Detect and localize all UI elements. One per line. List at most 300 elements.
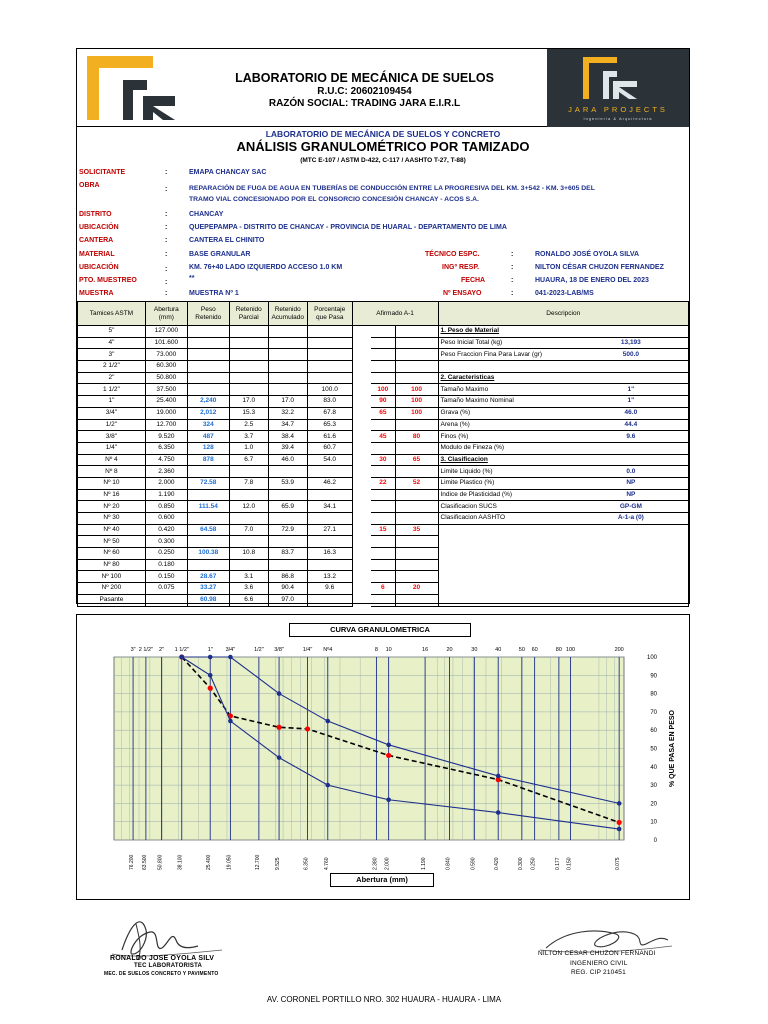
colon: : <box>165 290 168 297</box>
cell-sieve: 3/8" <box>78 431 146 443</box>
table-row <box>78 361 689 373</box>
cell-partial-retained: 12.0 <box>229 501 268 513</box>
table-row <box>78 489 689 501</box>
cell-cumulative-retained: 83.7 <box>268 548 307 560</box>
desc-value-empty <box>574 372 689 384</box>
series-point-limit <box>179 655 184 660</box>
cell-cumulative-retained: 17.0 <box>268 396 307 408</box>
cell-partial-retained <box>229 337 268 349</box>
top-tick-label: 100 <box>565 647 576 653</box>
cell-partial-retained <box>229 536 268 548</box>
cell-afirmado-min <box>371 559 395 571</box>
material-label: MATERIAL <box>79 251 115 258</box>
cell-percent-passing <box>307 594 352 606</box>
desc-tnom-label: Tamaño Maximo Nominal <box>438 396 574 408</box>
cell-afirmado-max: 100 <box>395 384 438 396</box>
cell-opening: 2.000 <box>145 477 187 489</box>
series-point-limit <box>496 774 501 779</box>
material-value: BASE GRANULAR <box>189 251 251 258</box>
chart-ylabel: % QUE PASA EN PESO <box>669 709 676 788</box>
cell-sieve: Nº 50 <box>78 536 146 548</box>
y-tick-label: 50 <box>650 746 657 753</box>
bottom-tick-label: 0.250 <box>530 857 537 870</box>
cell-percent-passing <box>307 559 352 571</box>
pto-muestreo-label: PTO. MUESTREO <box>79 277 137 284</box>
cell-afirmado-min <box>371 419 395 431</box>
desc-empty <box>438 524 689 536</box>
cell-afirmado-min <box>371 513 395 525</box>
cell-afirmado-min <box>371 501 395 513</box>
cell-sieve: 3/4" <box>78 407 146 419</box>
cell-weight-retained <box>187 326 229 338</box>
ing-resp-value: NILTON CÉSAR CHUZON FERNANDEZ <box>535 264 664 271</box>
cell-partial-retained: 2.5 <box>229 419 268 431</box>
series-point-muestra <box>276 725 281 730</box>
table-row <box>78 349 689 361</box>
cell-spacer <box>352 571 371 583</box>
cell-sieve: Nº 8 <box>78 466 146 478</box>
y-tick-label: 70 <box>650 709 657 716</box>
y-tick-label: 90 <box>650 673 657 680</box>
top-tick-label: Nº4 <box>323 647 333 653</box>
cell-partial-retained: 3.7 <box>229 431 268 443</box>
cell-percent-passing: 83.0 <box>307 396 352 408</box>
cell-opening: 9.520 <box>145 431 187 443</box>
cell-afirmado-max: 100 <box>395 407 438 419</box>
cell-spacer <box>352 513 371 525</box>
cell-weight-retained: 28.67 <box>187 571 229 583</box>
cell-afirmado-min <box>371 489 395 501</box>
cell-afirmado-min <box>371 548 395 560</box>
cell-opening: 0.600 <box>145 513 187 525</box>
cell-weight-retained: 33.27 <box>187 583 229 595</box>
cell-spacer <box>352 548 371 560</box>
bottom-tick-label: 0.300 <box>517 857 524 870</box>
cell-spacer <box>352 559 371 571</box>
sig2-reg: REG. CIP 210451 <box>571 969 626 976</box>
colon: : <box>511 277 514 284</box>
cell-percent-passing: 67.8 <box>307 407 352 419</box>
cell-percent-passing <box>307 466 352 478</box>
table-row <box>78 513 689 525</box>
cell-sieve: 1/2" <box>78 419 146 431</box>
cell-percent-passing: 34.1 <box>307 501 352 513</box>
colon: : <box>165 211 168 218</box>
cell-percent-passing: 9.6 <box>307 583 352 595</box>
cell-sieve: 5" <box>78 326 146 338</box>
top-tick-label: 30 <box>471 647 478 653</box>
cell-spacer <box>352 431 371 443</box>
cell-spacer <box>352 419 371 431</box>
obra-value-1: REPARACIÓN DE FUGA DE AGUA EN TUBERÍAS DE CONDUCCIÓN ENTRE LA PROGRESIVA DEL KM. 3+542 - KM. 3+605 DEL <box>189 185 595 192</box>
desc-value-empty <box>574 454 689 466</box>
desc-sucs-label: Clasificacion SUCS <box>438 501 574 513</box>
bottom-tick-label: 0.840 <box>445 857 452 870</box>
cell-weight-retained <box>187 372 229 384</box>
cell-percent-passing <box>307 536 352 548</box>
y-tick-label: 20 <box>650 801 657 808</box>
ensayo-label: Nº ENSAYO <box>443 290 482 297</box>
muestra-value: MUESTRA Nº 1 <box>189 290 239 297</box>
desc-value-finos: 9.6 <box>574 431 689 443</box>
table-row <box>78 396 689 408</box>
top-tick-label: 80 <box>555 647 562 653</box>
ruc: R.U.C: 20602109454 <box>317 86 412 97</box>
cell-afirmado-max <box>395 337 438 349</box>
cell-partial-retained: 6.6 <box>229 594 268 606</box>
cell-weight-retained: 487 <box>187 431 229 443</box>
ubicacion2-value: KM. 76+40 LADO IZQUIERDO ACCESO 1.0 KM <box>189 264 343 271</box>
cell-weight-retained: 128 <box>187 442 229 454</box>
bottom-tick-label: 25.400 <box>206 854 213 870</box>
cell-afirmado-min <box>371 442 395 454</box>
desc-value-ll: 0.0 <box>574 466 689 478</box>
colon: : <box>511 290 514 297</box>
cell-weight-retained: 100.38 <box>187 548 229 560</box>
cell-opening <box>145 594 187 606</box>
y-tick-label: 100 <box>646 655 657 661</box>
desc-finos-label: Finos (%) <box>438 431 574 443</box>
bottom-tick-label: 0.420 <box>494 857 501 870</box>
desc-tmax-label: Tamaño Maximo <box>438 384 574 396</box>
cell-opening: 1.190 <box>145 489 187 501</box>
cell-opening: 12.700 <box>145 419 187 431</box>
cell-percent-passing <box>307 326 352 338</box>
cell-sieve: 1" <box>78 396 146 408</box>
cell-percent-passing: 54.0 <box>307 454 352 466</box>
cell-afirmado-max <box>395 559 438 571</box>
top-tick-label: 1/4" <box>302 647 313 653</box>
cell-spacer <box>352 407 371 419</box>
sig1-role: TEC LABORATORISTA <box>134 963 203 969</box>
cell-afirmado-min: 15 <box>371 524 395 536</box>
table-row <box>78 524 689 536</box>
cell-partial-retained <box>229 361 268 373</box>
cell-sieve: Nº 60 <box>78 548 146 560</box>
cell-spacer <box>352 454 371 466</box>
cell-afirmado-min: 6 <box>371 583 395 595</box>
cell-afirmado-max <box>395 489 438 501</box>
cell-sieve: Nº 80 <box>78 559 146 571</box>
cell-sieve: 2" <box>78 372 146 384</box>
solicitante-label: SOLICITANTE <box>79 169 126 176</box>
cell-sieve: 4" <box>78 337 146 349</box>
table-row <box>78 559 689 571</box>
cell-sieve: Nº 4 <box>78 454 146 466</box>
desc-value-grava: 46.0 <box>574 407 689 419</box>
cell-spacer <box>352 524 371 536</box>
cell-afirmado-min <box>371 326 395 338</box>
cell-sieve: 1/4" <box>78 442 146 454</box>
colon: : <box>165 224 168 231</box>
desc-ip-label: Indice de Plasticidad (%) <box>438 489 574 501</box>
bottom-tick-label: 4.760 <box>323 857 330 870</box>
ubicacion2-label: UBICACIÓN <box>79 264 119 271</box>
cell-afirmado-min: 22 <box>371 477 395 489</box>
series-point-limit <box>617 827 622 832</box>
cell-partial-retained: 10.8 <box>229 548 268 560</box>
cell-opening: 4.750 <box>145 454 187 466</box>
razon-social: RAZÓN SOCIAL: TRADING JARA E.I.R.L <box>268 98 461 109</box>
cell-partial-retained <box>229 489 268 501</box>
chart-xlabel: Abertura (mm) <box>330 873 434 887</box>
cantera-value: CANTERA EL CHINITO <box>189 237 265 244</box>
top-tick-label: 60 <box>531 647 538 653</box>
tecnico-value: RONALDO JOSÉ OYOLA SILVA <box>535 251 640 258</box>
top-tick-label: 2 1/2" <box>138 647 153 653</box>
cell-weight-retained <box>187 489 229 501</box>
jara-projects-logo <box>547 49 689 127</box>
cell-percent-passing: 27.1 <box>307 524 352 536</box>
cell-cumulative-retained: 90.4 <box>268 583 307 595</box>
colon: : <box>511 251 514 258</box>
cell-spacer <box>352 396 371 408</box>
cell-cumulative-retained: 34.7 <box>268 419 307 431</box>
bottom-tick-label: 38.100 <box>177 854 184 870</box>
colon: : <box>165 186 168 193</box>
cell-percent-passing <box>307 513 352 525</box>
cell-cumulative-retained: 65.9 <box>268 501 307 513</box>
th-retenido-parcial: Retenido Parcial <box>229 302 268 326</box>
cell-percent-passing <box>307 349 352 361</box>
cell-partial-retained <box>229 466 268 478</box>
cell-percent-passing: 65.3 <box>307 419 352 431</box>
desc-empty <box>438 594 689 606</box>
cell-afirmado-min: 90 <box>371 396 395 408</box>
table-row <box>78 326 689 338</box>
cell-sieve: Nº 40 <box>78 524 146 536</box>
cell-afirmado-max <box>395 326 438 338</box>
cell-cumulative-retained: 38.4 <box>268 431 307 443</box>
bottom-tick-label: 50.800 <box>157 854 164 870</box>
series-point-limit <box>228 719 233 724</box>
cell-afirmado-max: 35 <box>395 524 438 536</box>
th-peso-retenido: Peso Retenido <box>187 302 229 326</box>
desc-ll-label: Limite Liquido (%) <box>438 466 574 478</box>
fecha-label: FECHA <box>461 277 486 284</box>
cell-spacer <box>352 349 371 361</box>
cell-cumulative-retained: 53.9 <box>268 477 307 489</box>
desc-value-aashto: A-1-a (0) <box>574 513 689 525</box>
cell-partial-retained <box>229 384 268 396</box>
desc-value-peso-fina: 500.0 <box>574 349 689 361</box>
table-row <box>78 466 689 478</box>
jara-logo-left <box>83 52 181 124</box>
top-tick-label: 40 <box>495 647 502 653</box>
cell-weight-retained <box>187 559 229 571</box>
cell-afirmado-min <box>371 361 395 373</box>
desc-sec1: 1. Peso de Material <box>438 326 574 338</box>
cell-afirmado-min: 100 <box>371 384 395 396</box>
bottom-tick-label: 2.380 <box>372 857 379 870</box>
chart-frame <box>76 614 690 900</box>
desc-value-empty <box>574 326 689 338</box>
cell-partial-retained: 3.6 <box>229 583 268 595</box>
series-point-limit <box>496 810 501 815</box>
cell-sieve: Nº 16 <box>78 489 146 501</box>
desc-sec2: 2. Caracteristicas <box>438 372 574 384</box>
table-row <box>78 372 689 384</box>
cell-opening: 0.250 <box>145 548 187 560</box>
ubicacion-value: QUEPEPAMPA - DISTRITO DE CHANCAY - PROVINCIA DE HUARAL - DEPARTAMENTO DE LIMA <box>189 224 507 231</box>
sig2-role: INGENIERO CIVIL <box>570 960 628 967</box>
jara-projects-sub: Ingeniería & Arquitectura <box>583 116 653 121</box>
cell-afirmado-min: 45 <box>371 431 395 443</box>
cell-opening: 60.300 <box>145 361 187 373</box>
top-tick-label: 200 <box>614 647 624 653</box>
bottom-tick-label: 2.000 <box>384 857 391 870</box>
cell-weight-retained: 2,240 <box>187 396 229 408</box>
cell-opening: 6.350 <box>145 442 187 454</box>
cell-afirmado-max: 80 <box>395 431 438 443</box>
bottom-tick-label: 0.177 <box>554 857 561 870</box>
cell-opening: 0.850 <box>145 501 187 513</box>
cell-percent-passing: 100.0 <box>307 384 352 396</box>
cell-partial-retained <box>229 559 268 571</box>
lab-name: LABORATORIO DE MECÁNICA DE SUELOS <box>235 71 494 85</box>
colon: : <box>165 251 168 258</box>
desc-lp-label: Limite Plastico (%) <box>438 477 574 489</box>
table-row <box>78 571 689 583</box>
cell-cumulative-retained <box>268 559 307 571</box>
cell-afirmado-max <box>395 372 438 384</box>
desc-arena-label: Arena (%) <box>438 419 574 431</box>
cell-weight-retained <box>187 349 229 361</box>
series-point-limit <box>208 673 213 678</box>
top-tick-label: 1/2" <box>254 647 264 653</box>
y-tick-label: 40 <box>650 764 657 771</box>
top-tick-label: 3/4" <box>225 647 236 653</box>
series-point-limit <box>617 801 622 806</box>
cell-afirmado-max <box>395 442 438 454</box>
series-point-limit <box>208 655 213 660</box>
cell-spacer <box>352 477 371 489</box>
cell-sieve: 2 1/2" <box>78 361 146 373</box>
table-row <box>78 431 689 443</box>
desc-empty <box>438 571 689 583</box>
bottom-tick-label: 12.700 <box>254 854 261 870</box>
cell-weight-retained <box>187 466 229 478</box>
series-point-muestra <box>617 820 622 825</box>
cell-afirmado-min <box>371 372 395 384</box>
th-abertura: Abertura (mm) <box>145 302 187 326</box>
top-tick-label: 10 <box>385 647 392 653</box>
cell-afirmado-max <box>395 548 438 560</box>
cell-weight-retained <box>187 513 229 525</box>
bottom-tick-label: 76.200 <box>129 854 136 870</box>
series-point-limit <box>325 783 330 788</box>
cell-afirmado-max: 52 <box>395 477 438 489</box>
ing-resp-label: INGº RESP. <box>442 264 480 271</box>
desc-value-arena: 44.4 <box>574 419 689 431</box>
th-descripcion: Descripcion <box>438 302 689 326</box>
report-sheet <box>76 48 690 604</box>
cell-percent-passing: 61.6 <box>307 431 352 443</box>
series-point-limit <box>386 797 391 802</box>
cell-spacer <box>352 583 371 595</box>
cell-afirmado-min <box>371 337 395 349</box>
desc-value-ip: NP <box>574 489 689 501</box>
bottom-tick-label: 6.350 <box>303 857 310 870</box>
series-point-limit <box>228 655 233 660</box>
colon: : <box>165 279 168 286</box>
desc-value-tmax: 1" <box>574 384 689 396</box>
table-row <box>78 501 689 513</box>
desc-value-lp: NP <box>574 477 689 489</box>
obra-label: OBRA <box>79 182 100 189</box>
granulometric-chart <box>77 615 689 899</box>
cell-weight-retained: 324 <box>187 419 229 431</box>
cell-opening: 37.500 <box>145 384 187 396</box>
cell-partial-retained: 7.8 <box>229 477 268 489</box>
obra-value-2: TRAMO VIAL CONCESIONADO POR EL CONSORCIO CONCESIÓN CHANCAY - ACOS S.A. <box>189 196 479 203</box>
cell-partial-retained: 3.1 <box>229 571 268 583</box>
cell-afirmado-min <box>371 466 395 478</box>
cell-weight-retained <box>187 361 229 373</box>
ubicacion-label: UBICACIÓN <box>79 224 119 231</box>
cell-afirmado-max <box>395 536 438 548</box>
top-tick-label: 3" <box>130 647 136 653</box>
cell-spacer <box>352 594 371 606</box>
top-tick-label: 20 <box>446 647 453 653</box>
desc-mf-label: Modulo de Fineza (%) <box>438 442 574 454</box>
cell-sieve: 1 1/2" <box>78 384 146 396</box>
cell-sieve: Pasante <box>78 594 146 606</box>
fecha-value: HUAURA, 18 DE ENERO DEL 2023 <box>535 277 649 284</box>
cell-weight-retained: 64.58 <box>187 524 229 536</box>
th-porcentaje-pasa: Porcentaje que Pasa <box>307 302 352 326</box>
cell-cumulative-retained: 32.2 <box>268 407 307 419</box>
cell-spacer <box>352 326 371 338</box>
cell-afirmado-min: 65 <box>371 407 395 419</box>
desc-value-sucs: GP-GM <box>574 501 689 513</box>
cell-cumulative-retained <box>268 466 307 478</box>
cell-weight-retained <box>187 536 229 548</box>
cell-spacer <box>352 536 371 548</box>
cell-cumulative-retained <box>268 513 307 525</box>
cell-cumulative-retained: 46.0 <box>268 454 307 466</box>
series-point-limit <box>277 691 282 696</box>
cell-percent-passing: 13.2 <box>307 571 352 583</box>
cell-partial-retained <box>229 372 268 384</box>
series-point-muestra <box>208 686 213 691</box>
series-point-limit <box>386 743 391 748</box>
cell-cumulative-retained: 86.8 <box>268 571 307 583</box>
desc-value-mf <box>574 442 689 454</box>
desc-peso-fina-label: Peso Fraccion Fina Para Lavar (gr) <box>438 349 574 361</box>
bottom-tick-label: 9.525 <box>275 857 282 870</box>
desc-aashto-label: Clasificacion AASHTO <box>438 513 574 525</box>
y-tick-label: 80 <box>650 691 657 698</box>
colon: : <box>165 266 168 273</box>
cell-opening: 19.000 <box>145 407 187 419</box>
cell-percent-passing: 60.7 <box>307 442 352 454</box>
sig2-name: NILTON CESAR CHUZON FERNANDI <box>538 950 656 957</box>
muestra-label: MUESTRA <box>79 290 114 297</box>
cell-cumulative-retained <box>268 536 307 548</box>
table-row <box>78 407 689 419</box>
cell-percent-passing: 16.3 <box>307 548 352 560</box>
cell-afirmado-max <box>395 501 438 513</box>
tecnico-label: TÉCNICO ESPC. <box>425 251 480 258</box>
desc-grava-label: Grava (%) <box>438 407 574 419</box>
colon: : <box>165 169 168 176</box>
cell-spacer <box>352 372 371 384</box>
cell-spacer <box>352 337 371 349</box>
cell-opening: 73.000 <box>145 349 187 361</box>
cell-sieve: Nº 200 <box>78 583 146 595</box>
cell-opening: 127.000 <box>145 326 187 338</box>
